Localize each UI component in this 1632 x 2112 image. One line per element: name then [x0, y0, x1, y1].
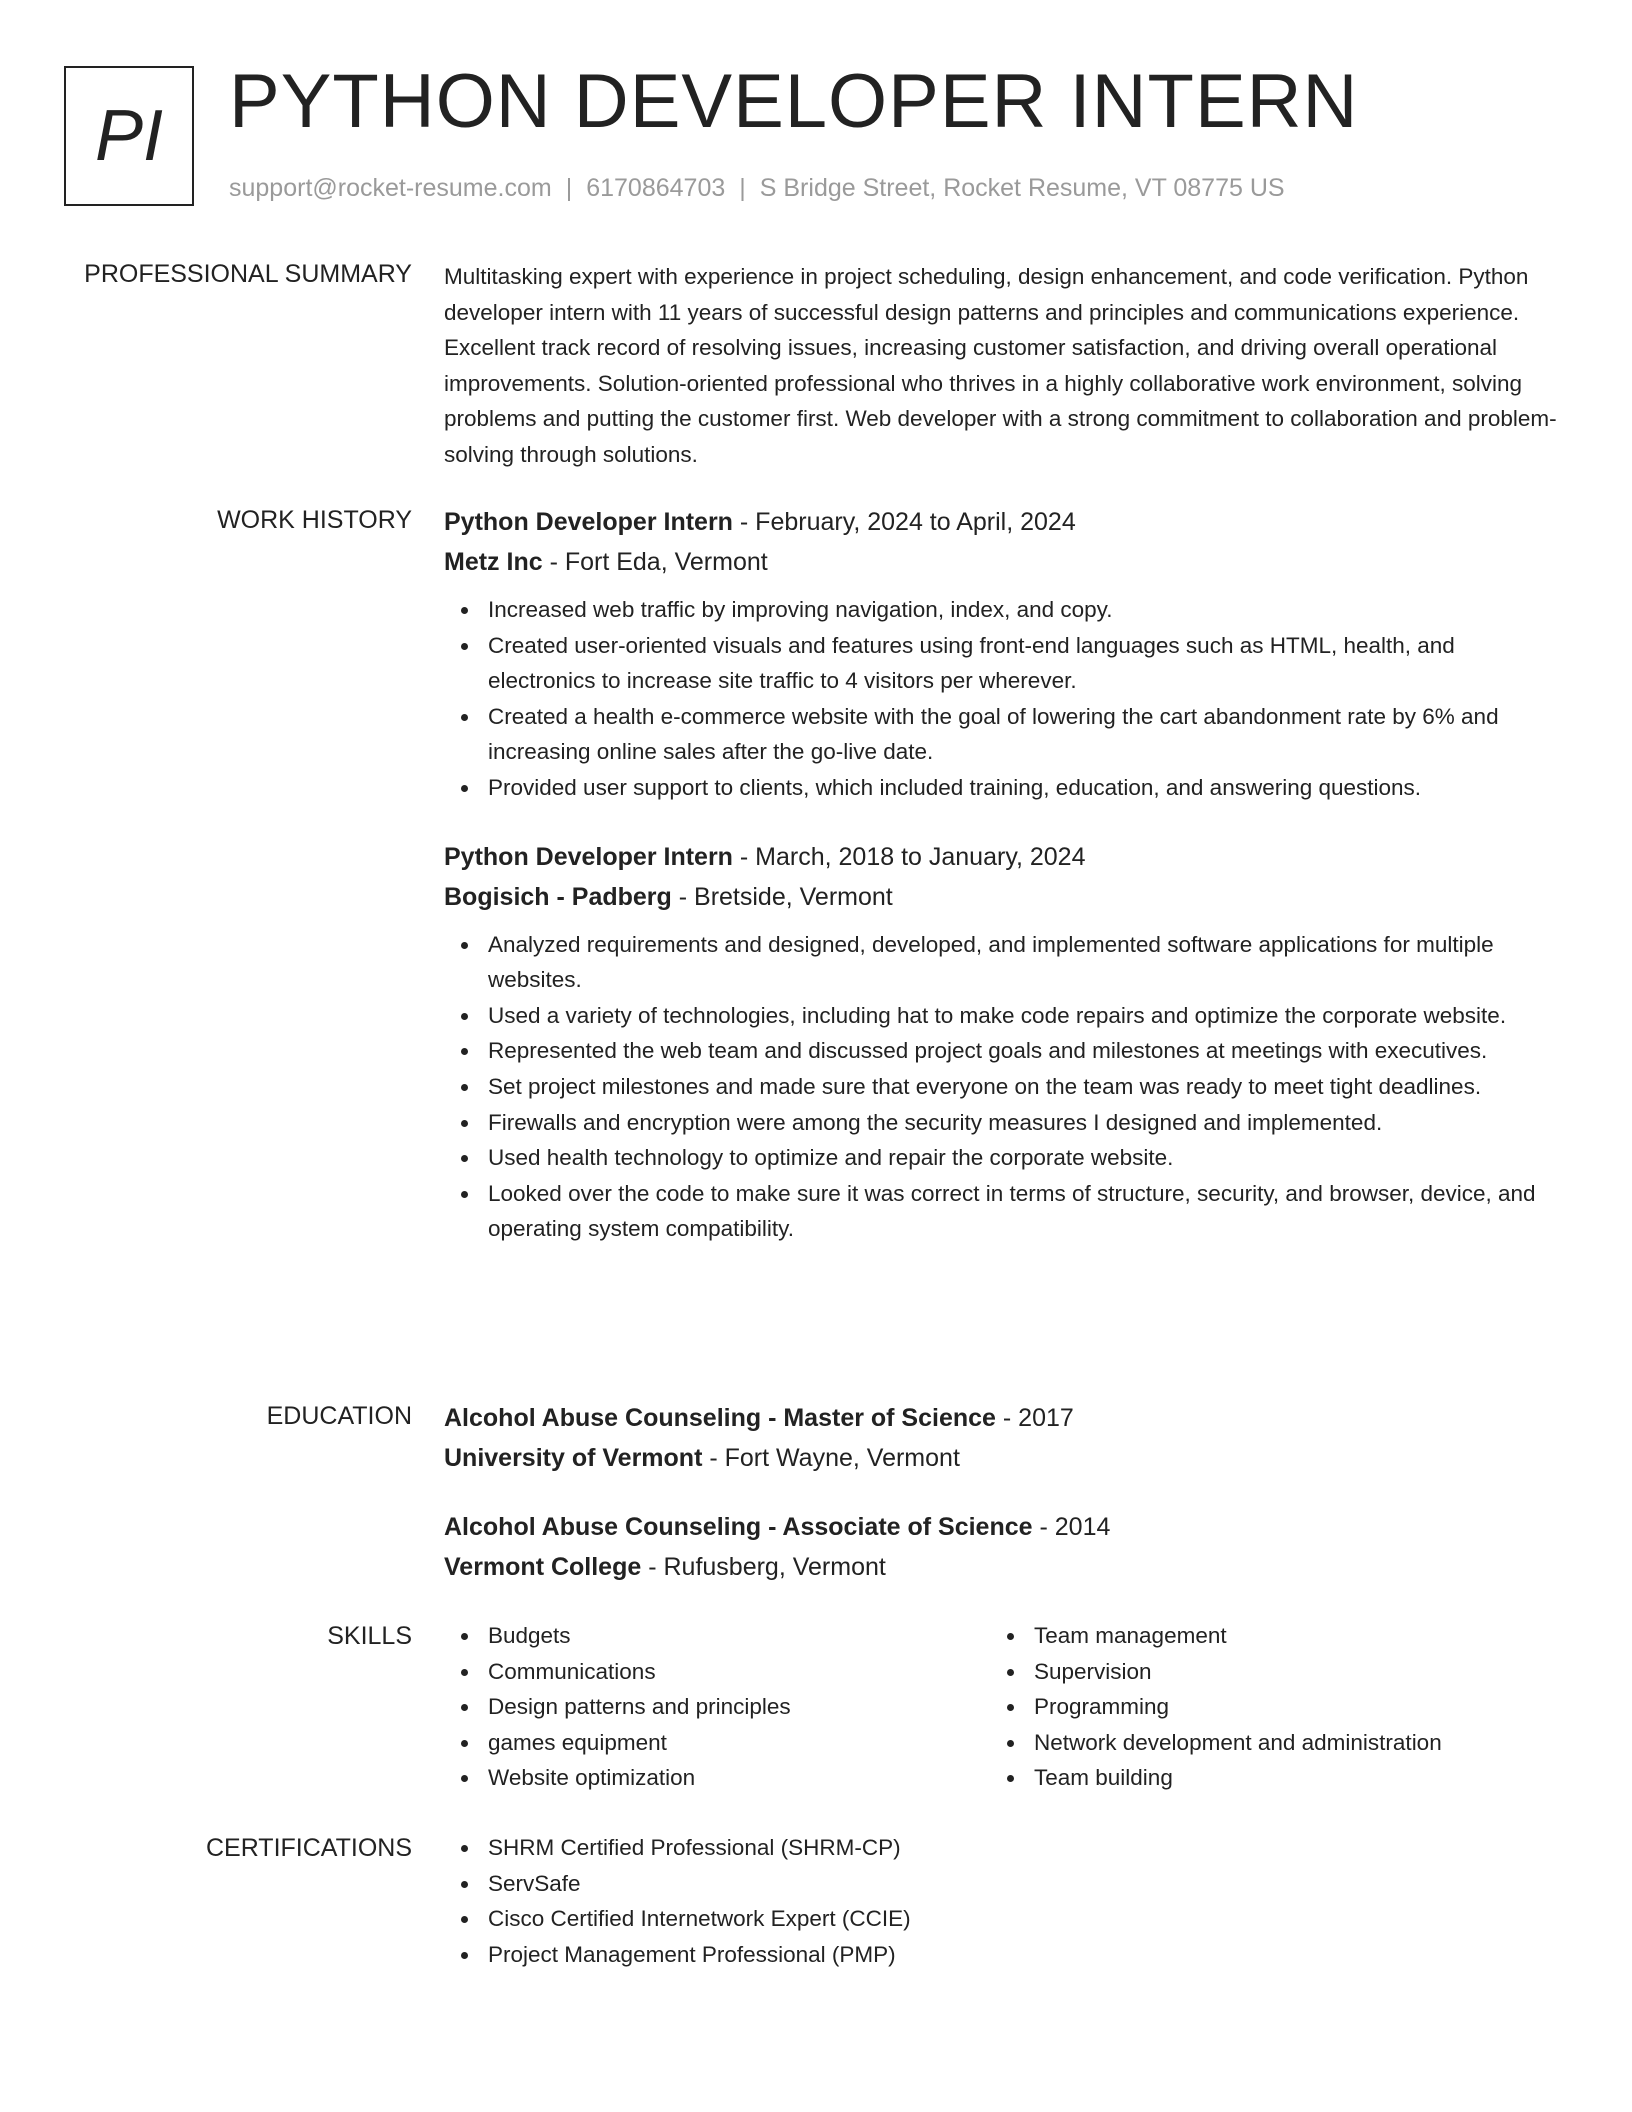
- job-dates: - March, 2018 to January, 2024: [732, 842, 1086, 871]
- list-item: Represented the web team and discussed project goals and milestones at meetings with executives.: [444, 1033, 1564, 1069]
- job-location: - Bretside, Vermont: [671, 882, 893, 911]
- school: Vermont College: [444, 1553, 642, 1581]
- candidate-name: PYTHON DEVELOPER INTERN: [229, 59, 1359, 144]
- school-location: - Rufusberg, Vermont: [641, 1553, 886, 1581]
- list-item: Team management: [990, 1618, 1536, 1654]
- summary-text: Multitasking expert with experience in project scheduling, design enhancement, and code verification. Python developer intern with 11 years of successful design patterns and principles and communications experience. Excellent track record of resolving issues, increasing customer satisfaction, and driving overall operational improvements. Solution-oriented professional who thrives in a highly collaborative work environment, solving problems and putting the customer first. Web developer with a strong commitment to collaboration and problem-solving through solutions.: [444, 264, 1557, 467]
- job-entry: [444, 502, 1564, 806]
- contact-separator: |: [739, 174, 746, 202]
- degree-year: - 2014: [1032, 1513, 1111, 1541]
- list-item: Cisco Certified Internetwork Expert (CCIE): [444, 1901, 1564, 1937]
- job-title: Python Developer Intern: [444, 842, 733, 871]
- list-item: Team building: [990, 1760, 1536, 1796]
- monogram-logo: PI: [64, 66, 194, 206]
- job-bullets: [444, 927, 1564, 1247]
- list-item: Design patterns and principles: [444, 1689, 990, 1725]
- list-item: SHRM Certified Professional (SHRM-CP): [444, 1830, 1564, 1866]
- school: University of Vermont: [444, 1444, 703, 1472]
- list-item: Communications: [444, 1654, 990, 1690]
- contact-line: [229, 174, 1285, 203]
- contact-phone: 6170864703: [586, 174, 726, 202]
- job-location: - Fort Eda, Vermont: [542, 548, 768, 576]
- section-heading: SKILLS: [327, 1622, 412, 1650]
- list-item: Supervision: [990, 1654, 1536, 1690]
- list-item: Increased web traffic by improving navigation, index, and copy.: [444, 592, 1564, 628]
- education-entry: [444, 1507, 1564, 1587]
- list-item: games equipment: [444, 1725, 990, 1761]
- contact-email: support@rocket-resume.com: [229, 174, 552, 202]
- list-item: Project Management Professional (PMP): [444, 1937, 1564, 1973]
- list-item: Used health technology to optimize and repair the corporate website.: [444, 1140, 1564, 1176]
- job-title: Python Developer Intern: [444, 508, 733, 536]
- job-entry: [444, 837, 1564, 1247]
- certifications-list: [444, 1830, 1564, 1972]
- contact-address: S Bridge Street, Rocket Resume, VT 08775 US: [759, 174, 1285, 202]
- degree: Alcohol Abuse Counseling - Associate of Science: [444, 1513, 1033, 1541]
- skills-list: [444, 1618, 990, 1796]
- list-item: Created user-oriented visuals and features using front-end languages such as HTML, health, and electronics to increase site traffic to 4 visitors per wherever.: [444, 628, 1564, 699]
- list-item: Website optimization: [444, 1760, 990, 1796]
- job-bullets: [444, 592, 1564, 806]
- contact-separator: |: [565, 174, 573, 202]
- list-item: Used a variety of technologies, including hat to make code repairs and optimize the corporate website.: [444, 998, 1564, 1034]
- list-item: Programming: [990, 1689, 1536, 1725]
- section-heading: CERTIFICATIONS: [205, 1834, 412, 1862]
- section-heading: PROFESSIONAL SUMMARY: [84, 260, 412, 288]
- list-item: Looked over the code to make sure it was correct in terms of structure, security, and browser, device, and operating system compatibility.: [444, 1176, 1564, 1247]
- section-heading: WORK HISTORY: [217, 506, 412, 534]
- education-entry: [444, 1398, 1564, 1478]
- list-item: Network development and administration: [990, 1725, 1536, 1761]
- list-item: Provided user support to clients, which included training, education, and answering questions.: [444, 770, 1564, 806]
- list-item: Analyzed requirements and designed, developed, and implemented software applications for multiple websites.: [444, 927, 1564, 998]
- list-item: Set project milestones and made sure that everyone on the team was ready to meet tight deadlines.: [444, 1069, 1564, 1105]
- job-company: Bogisich - Padberg: [444, 882, 672, 911]
- list-item: Budgets: [444, 1618, 990, 1654]
- list-item: Created a health e-commerce website with the goal of lowering the cart abandonment rate by 6% and increasing online sales after the go-live date.: [444, 699, 1564, 770]
- list-item: Firewalls and encryption were among the security measures I designed and implemented.: [444, 1105, 1564, 1141]
- job-company: Metz Inc: [444, 548, 543, 576]
- degree: Alcohol Abuse Counseling - Master of Science: [444, 1404, 996, 1432]
- degree-year: - 2017: [995, 1404, 1074, 1432]
- skills-list: [990, 1618, 1536, 1796]
- job-dates: - February, 2024 to April, 2024: [732, 508, 1076, 536]
- section-heading: EDUCATION: [266, 1402, 412, 1430]
- school-location: - Fort Wayne, Vermont: [702, 1444, 960, 1472]
- list-item: ServSafe: [444, 1866, 1564, 1902]
